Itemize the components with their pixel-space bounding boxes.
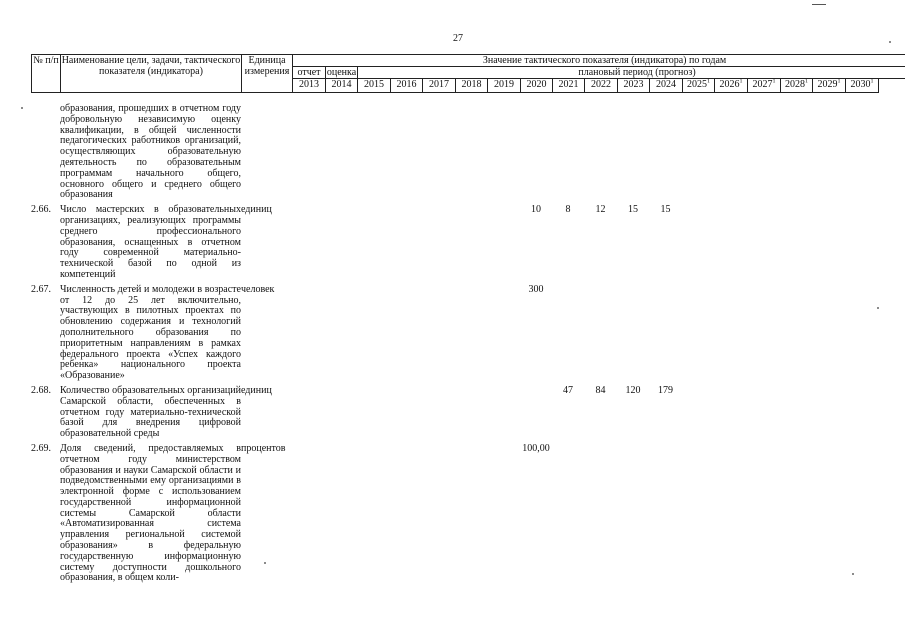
value-cell xyxy=(584,104,617,205)
value-cell xyxy=(390,285,422,386)
value-cell xyxy=(455,285,487,386)
col-header-name: Наименование цели, задачи, тактического показателя (индикатора) xyxy=(61,55,242,93)
value-cell xyxy=(292,104,325,205)
col-header-year-2028: 2028$^1$ xyxy=(781,79,813,93)
value-cell xyxy=(422,104,455,205)
footnote-mark: 1 xyxy=(739,78,743,85)
table-row xyxy=(31,104,905,205)
value-cell xyxy=(649,104,682,205)
value-cell xyxy=(845,285,878,386)
value-cell: 10 xyxy=(531,204,541,216)
value-cell xyxy=(714,444,747,588)
value-cell xyxy=(487,285,520,386)
value-cell xyxy=(812,205,845,285)
value-cell xyxy=(780,285,812,386)
table-row xyxy=(31,205,905,285)
value-cell: 15 xyxy=(628,204,638,216)
col-header-year-2020: 2020 xyxy=(521,79,553,93)
value-cell xyxy=(325,444,357,588)
scan-speck xyxy=(889,41,891,43)
col-header-values: Значение тактического показателя (индикатора) по годам xyxy=(293,55,905,67)
value-cell xyxy=(552,285,584,386)
value-cell xyxy=(845,205,878,285)
value-cell xyxy=(747,205,780,285)
indicator-name: Число мастерских в образовательных организациях, реализующих программы среднего профессионального образования, оснащенных в отчетном году современной материально-технической базой по одной из компетенций xyxy=(60,204,241,280)
value-cell: 15 xyxy=(660,204,671,216)
col-header-year-2015: 2015 xyxy=(358,79,391,93)
value-cell xyxy=(714,285,747,386)
value-cell xyxy=(357,205,390,285)
value-cell xyxy=(812,104,845,205)
table-row xyxy=(31,386,905,444)
value-cell xyxy=(487,444,520,588)
col-header-year-2025: 2025$^1$ xyxy=(683,79,715,93)
col-header-year-2024: 2024 xyxy=(650,79,683,93)
value-cell xyxy=(747,444,780,588)
value-cell xyxy=(520,104,552,205)
value-cell xyxy=(682,104,714,205)
col-header-estimate: оценка xyxy=(326,67,357,78)
value-cell xyxy=(325,205,357,285)
footnote-mark: 1 xyxy=(805,78,808,85)
value-cell xyxy=(390,444,422,588)
col-header-year-2013: 2013 xyxy=(293,79,326,93)
col-header-year-2027: 2027$^1$ xyxy=(748,79,781,93)
value-cell: 12 xyxy=(595,204,606,216)
col-header-year-2018: 2018 xyxy=(456,79,488,93)
value-cell: 179 xyxy=(658,384,673,396)
col-header-year-2017: 2017 xyxy=(423,79,456,93)
value-cell xyxy=(292,285,325,386)
col-header-unit: Единица измерения xyxy=(242,55,293,93)
footnote-mark: 1 xyxy=(837,78,841,85)
indicator-table-header xyxy=(31,54,905,93)
value-cell xyxy=(422,386,455,444)
col-header-year-2022: 2022 xyxy=(585,79,618,93)
value-cell xyxy=(390,386,422,444)
indicator-table-body xyxy=(31,104,905,588)
value-cell xyxy=(747,386,780,444)
value-cell: 100,00 xyxy=(522,442,550,454)
unit-cell xyxy=(241,104,292,205)
page-number: 27 xyxy=(453,33,463,44)
col-header-report: отчет xyxy=(293,67,326,79)
value-cell xyxy=(649,444,682,588)
value-cell xyxy=(357,444,390,588)
value-cell xyxy=(617,285,649,386)
value-cell xyxy=(812,386,845,444)
value-cell xyxy=(617,444,649,588)
value-cell xyxy=(357,386,390,444)
value-cell xyxy=(357,104,390,205)
footnote-mark: 1 xyxy=(870,78,874,85)
value-cell xyxy=(455,104,487,205)
table-row xyxy=(31,444,905,588)
unit-cell: единиц xyxy=(241,384,272,396)
row-number: 2.67. xyxy=(31,283,51,295)
value-cell xyxy=(682,444,714,588)
value-cell xyxy=(292,205,325,285)
value-cell xyxy=(325,285,357,386)
unit-cell: единиц xyxy=(241,204,272,216)
value-cell xyxy=(325,386,357,444)
value-cell xyxy=(780,205,812,285)
value-cell xyxy=(714,205,747,285)
indicator-name: Доля сведений, предоставляемых в отчетном году министерством образования и науки Самарской области и подведомственными ему организациями в электронной форме с использованием государственной информационной системы Самарской области «Автоматизированная система управления региональной системой образования» в федеральную государственную информационную систему доступности дошкольного образования, в общем коли- xyxy=(60,442,241,584)
unit-cell: процентов xyxy=(241,442,286,454)
value-cell xyxy=(292,444,325,588)
row-number: 2.66. xyxy=(31,204,51,216)
value-cell xyxy=(682,205,714,285)
value-cell xyxy=(845,104,878,205)
value-cell xyxy=(455,205,487,285)
col-header-no: № п/п xyxy=(32,55,61,93)
col-header-year-2030: 2030$^1$ xyxy=(846,79,879,93)
col-header-year-2029: 2029$^1$ xyxy=(813,79,846,93)
value-cell xyxy=(520,386,552,444)
value-cell xyxy=(422,205,455,285)
footnote-mark: 1 xyxy=(707,78,710,85)
indicator-name: Количество образовательных организаций Самарской области, обеспеченных в отчетном году материально-технической базой для внедрения цифровой образовательной среды xyxy=(60,384,241,440)
col-header-year-2026: 2026$^1$ xyxy=(715,79,748,93)
value-cell xyxy=(780,386,812,444)
value-cell xyxy=(584,444,617,588)
value-cell xyxy=(747,285,780,386)
col-header-year-2023: 2023 xyxy=(618,79,650,93)
value-cell xyxy=(682,386,714,444)
value-cell xyxy=(487,205,520,285)
value-cell xyxy=(714,104,747,205)
indicator-name: Численность детей и молодежи в возрасте от 12 до 25 лет включительно, участвующих в пилотных проектах по обновлению содержания и технологий дополнительного образования по приоритетным направлениям в рамках федерального проекта «Успех каждого ребенка» национального проекта «Образование» xyxy=(60,283,241,382)
footnote-mark: 1 xyxy=(772,78,776,85)
value-cell xyxy=(584,285,617,386)
row-number: 2.69. xyxy=(31,442,51,454)
scan-mark xyxy=(812,4,826,5)
value-cell xyxy=(812,444,845,588)
value-cell xyxy=(747,104,780,205)
value-cell: 47 xyxy=(563,384,573,396)
value-cell xyxy=(552,104,584,205)
table-row xyxy=(31,285,905,386)
value-cell xyxy=(780,104,812,205)
value-cell xyxy=(455,386,487,444)
value-cell xyxy=(487,386,520,444)
value-cell xyxy=(422,444,455,588)
value-cell: 120 xyxy=(625,384,641,396)
value-cell xyxy=(390,104,422,205)
scan-speck xyxy=(21,107,23,109)
value-cell xyxy=(487,104,520,205)
col-header-year-2021: 2021 xyxy=(553,79,585,93)
unit-cell: человек xyxy=(241,283,275,295)
value-cell xyxy=(292,386,325,444)
value-cell: 300 xyxy=(528,283,544,295)
value-cell xyxy=(552,444,584,588)
value-cell xyxy=(455,444,487,588)
value-cell xyxy=(649,285,682,386)
row-number xyxy=(31,104,60,205)
value-cell xyxy=(325,104,357,205)
value-cell xyxy=(682,285,714,386)
value-cell: 8 xyxy=(565,204,571,216)
value-cell xyxy=(845,386,878,444)
value-cell: 84 xyxy=(595,384,606,396)
indicator-name: образования, прошедших в отчетном году добровольную независимую оценку квалификации, в общей численности педагогических работников организаций, осуществляющих образовательную деятельность по образовательным программам начального общего, основного общего и среднего общего образования xyxy=(60,103,241,201)
value-cell xyxy=(422,285,455,386)
col-header-year-2016: 2016 xyxy=(391,79,423,93)
value-cell xyxy=(714,386,747,444)
col-header-year-2014: 2014 xyxy=(326,79,358,93)
value-cell xyxy=(780,444,812,588)
value-cell xyxy=(845,444,878,588)
value-cell xyxy=(390,205,422,285)
value-cell xyxy=(617,104,649,205)
value-cell xyxy=(357,285,390,386)
col-header-year-2019: 2019 xyxy=(488,79,521,93)
col-header-forecast: плановый период (прогноз) xyxy=(358,67,905,79)
row-number: 2.68. xyxy=(31,384,51,396)
value-cell xyxy=(812,285,845,386)
